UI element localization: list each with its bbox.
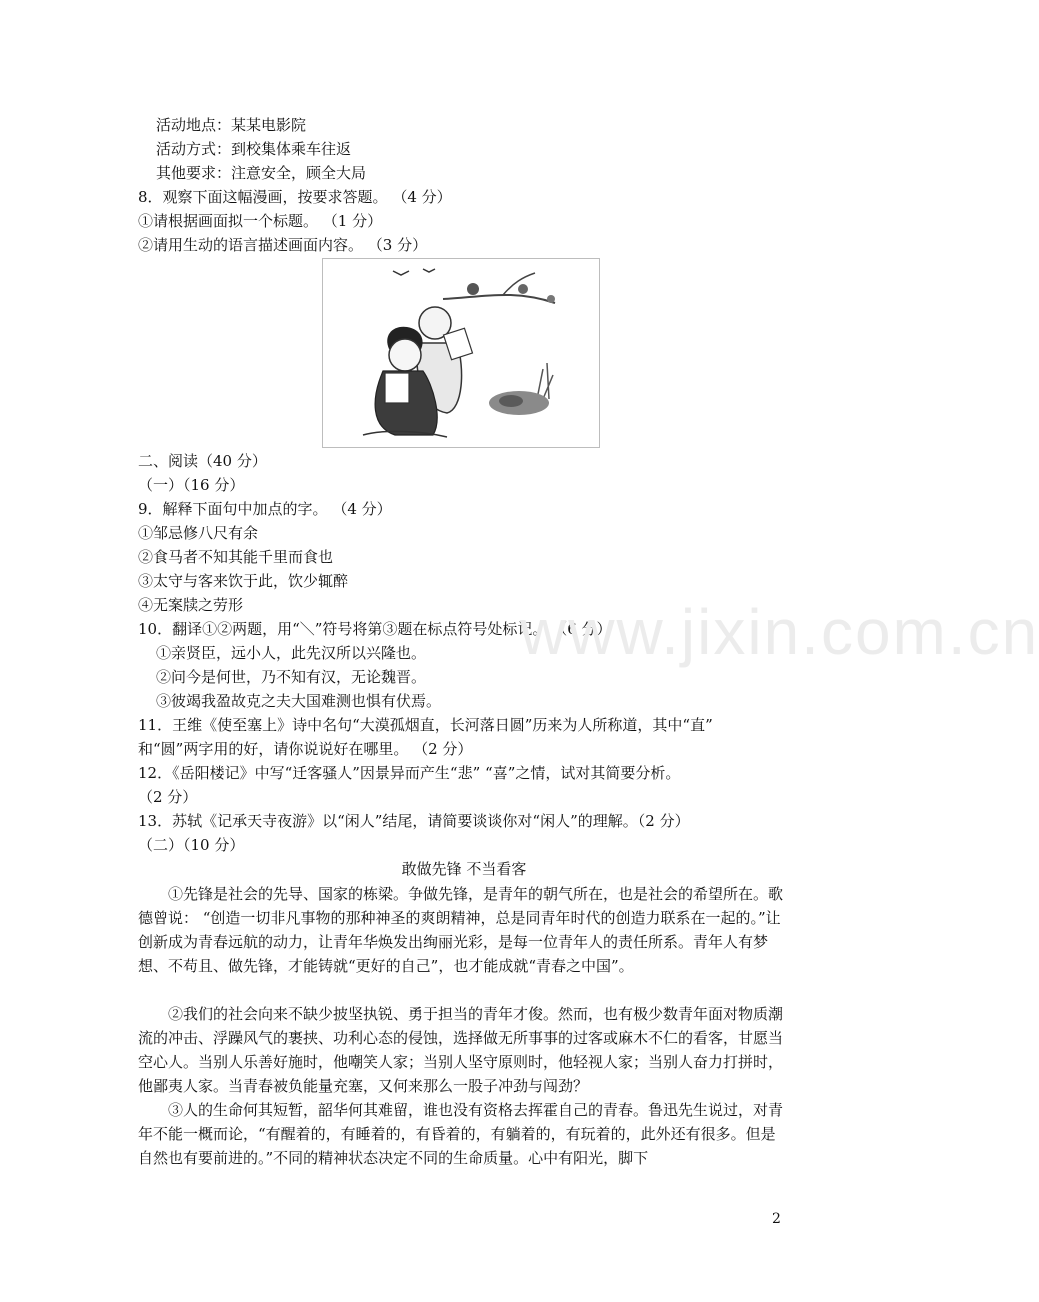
- question-10-item-3: ③彼竭我盈故克之夫大国难测也惧有伏焉。: [156, 692, 442, 710]
- question-8-part-1: ①请根据画面拟一个标题。 （1 分）: [138, 212, 383, 230]
- question-9-item-4: ④无案牍之劳形: [138, 596, 244, 614]
- cartoon-illustration: [322, 258, 600, 448]
- question-8-part-2: ②请用生动的语言描述画面内容。 （3 分）: [138, 236, 428, 254]
- question-10-item-2: ②问今是何世，乃不知有汉，无论魏晋。: [156, 668, 427, 686]
- subsection-2: （二）（10 分）: [138, 836, 245, 854]
- children-reading-cartoon: [323, 259, 599, 447]
- article-paragraph-1: ①先锋是社会的先导、国家的栋梁。争做先锋，是青年的朝气所在，也是社会的希望所在。歌德曾说： “创造一切非凡事物的那种神圣的爽朗精神，总是同青年时代的创造力联系在一起的。”让创新成为青春远航的动力，让青年华焕发出绚丽光彩，是每一位青年人的责任所系。青年人有梦想、不苟且、做先锋，才能铸就“更好的自己”，也才能成就“青春之中国”。: [138, 885, 784, 975]
- watermark: www.jixin.com.cn: [520, 596, 1039, 668]
- question-11-line-2: 和“圆”两字用的好，请你说说好在哪里。 （2 分）: [138, 740, 473, 758]
- activity-method: 活动方式：到校集体乘车往返: [156, 140, 352, 158]
- question-9-item-3: ③太守与客来饮于此，饮少辄醉: [138, 572, 349, 590]
- question-11-line-1: 11．王维《使至塞上》诗中名句“大漠孤烟直，长河落日圆”历来为人所称道，其中“直”: [138, 716, 713, 734]
- activity-location: 活动地点：某某电影院: [156, 116, 307, 134]
- article-paragraph-3: ③人的生命何其短暂，韶华何其难留，谁也没有资格去挥霍自己的青春。鲁迅先生说过，对青年不能一概而论，“有醒着的，有睡着的，有昏着的，有躺着的，有玩着的，此外还有很多。但是自然也有要前进的。”不同的精神状态决定不同的生命质量。心中有阳光，脚下: [138, 1101, 784, 1167]
- section-heading-reading: 二、阅读（40 分）: [138, 452, 267, 470]
- question-12-line-2: （2 分）: [138, 788, 198, 806]
- article-title: 敢做先锋 不当看客: [401, 860, 527, 878]
- question-9: 9．解释下面句中加点的字。 （4 分）: [138, 500, 392, 518]
- page-number: 2: [772, 1211, 781, 1227]
- question-9-item-2: ②食马者不知其能千里而食也: [138, 548, 334, 566]
- article-paragraph-2: ②我们的社会向来不缺少披坚执锐、勇于担当的青年才俊。然而，也有极少数青年面对物质潮流的冲击、浮躁风气的裹挟、功利心态的侵蚀，选择做无所事事的过客或麻木不仁的看客，甘愿当空心人。当别人乐善好施时，他嘲笑人家；当别人坚守原则时，他轻视人家；当别人奋力打拼时，他鄙夷人家。当青春被负能量充塞，又何来那么一股子冲劲与闯劲？: [138, 1005, 784, 1095]
- subsection-1: （一）（16 分）: [138, 476, 245, 494]
- question-10-item-1: ①亲贤臣，远小人，此先汉所以兴隆也。: [156, 644, 427, 662]
- question-13: 13．苏轼《记承天寺夜游》以“闲人”结尾，请简要谈谈你对“闲人”的理解。（2 分）: [138, 812, 690, 830]
- question-12-line-1: 12．《岳阳楼记》中写“迁客骚人”因景异而产生“悲” “喜”之情，试对其简要分析。: [138, 764, 681, 782]
- question-10: 10．翻译①②两题，用“＼”符号将第③题在标点符号处标记。 （6 分）: [138, 620, 612, 638]
- question-8: 8．观察下面这幅漫画，按要求答题。 （4 分）: [138, 188, 452, 206]
- other-requirements: 其他要求：注意安全，顾全大局: [156, 164, 367, 182]
- question-9-item-1: ①邹忌修八尺有余: [138, 524, 259, 542]
